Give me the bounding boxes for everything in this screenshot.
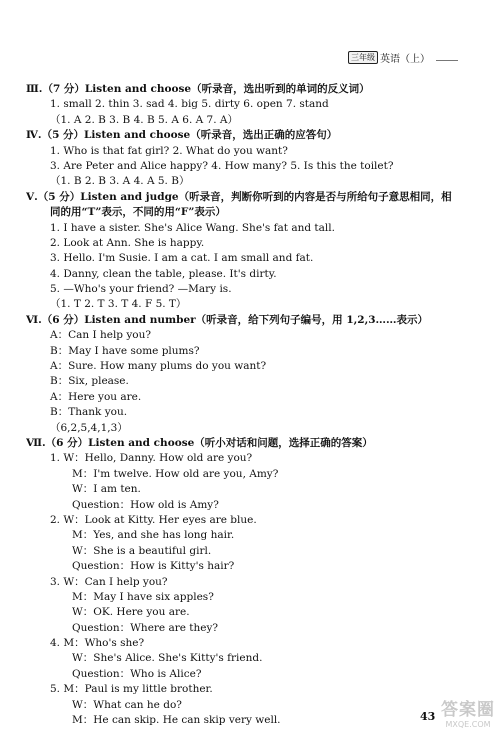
text-line: B：Six, please. [50,375,129,388]
text-line: 1. W：Hello, Danny. How old are you? [50,452,253,465]
text-line: （1. A 2. B 3. B 4. B 5. A 6. A 7. A） [50,113,238,126]
section-heading: Ⅳ.（5 分）Listen and choose（听录音，选出正确的应答句） [26,129,338,142]
text-line: 2. Look at Ann. She is happy. [50,236,205,249]
text-line: M：He can skip. He can skip very well. [72,714,281,727]
text-line: W：What can he do? [72,698,182,711]
watermark-sub: MXQE.COM [445,720,491,729]
text-line: A：Sure. How many plums do you want? [50,360,267,373]
text-line: Question：Who is Alice? [72,667,202,680]
text-line: Question：How old is Amy? [72,498,219,511]
exercise-text [26,82,494,728]
section-heading: Ⅵ.（6 分）Listen and number（听录音，给下列句子编号，用 1,2,3……表示） [26,313,429,326]
text-line: （6,2,5,4,1,3） [50,421,128,434]
section-heading: Ⅴ.（5 分）Listen and judge（听录音，判断你听到的内容是否与所给句子意思相同，相 [26,190,452,203]
text-line: 同的用“T”表示，不同的用“F”表示） [50,206,226,219]
text-line: 3. Hello. I'm Susie. I am a cat. I am small and fat. [50,252,314,265]
text-line: W：OK. Here you are. [72,606,190,619]
text-line: M：Yes, and she has long hair. [72,529,235,542]
header-decoration [436,54,458,61]
text-line: （1. B 2. B 3. A 4. A 5. B） [50,175,190,188]
text-line: Question：How is Kitty's hair? [72,560,235,573]
section-heading: Ⅶ.（6 分）Listen and choose（听小对话和问题，选择正确的答案） [26,436,373,449]
text-line: 4. M：Who's she? [50,637,145,650]
text-line: B：Thank you. [50,406,128,419]
text-line: M：May I have six apples? [72,590,214,603]
watermark [437,700,499,744]
page-number: 43 [420,710,436,723]
text-line: 5. M：Paul is my little brother. [50,683,213,696]
text-line: W：I am ten. [72,483,141,496]
header-title: 英语（上） [380,54,430,65]
text-line: A：Can I help you? [50,329,152,342]
text-line: M：I'm twelve. How old are you, Amy? [72,467,279,480]
text-line: Question：Where are they? [72,621,219,634]
text-line: W：She's Alice. She's Kitty's friend. [72,652,263,665]
text-line: B：May I have some plums? [50,344,200,357]
text-line: 1. Who is that fat girl? 2. What do you want? [50,144,288,157]
text-line: 1. small 2. thin 3. sad 4. big 5. dirty 6. open 7. stand [50,98,329,111]
text-line: A：Here you are. [50,390,142,403]
text-line: 1. I have a sister. She's Alice Wang. She's fat and tall. [50,221,335,234]
watermark-main: 答案圈 [441,700,495,720]
text-line: 5. —Who's your friend? —Mary is. [50,283,232,296]
grade-logo: 三年级 [348,51,378,64]
text-line: 2. W：Look at Kitty. Her eyes are blue. [50,513,257,526]
text-line: 4. Danny, clean the table, please. It's dirty. [50,267,277,280]
text-line: 3. Are Peter and Alice happy? 4. How many? 5. Is this the toilet? [50,159,394,172]
text-line: W：She is a beautiful girl. [72,544,212,557]
text-line: 3. W：Can I help you? [50,575,168,588]
running-header [348,50,458,65]
text-line: （1. T 2. T 3. T 4. F 5. T） [50,298,187,311]
section-heading: Ⅲ.（7 分）Listen and choose（听录音，选出听到的单词的反义词） [26,83,370,95]
